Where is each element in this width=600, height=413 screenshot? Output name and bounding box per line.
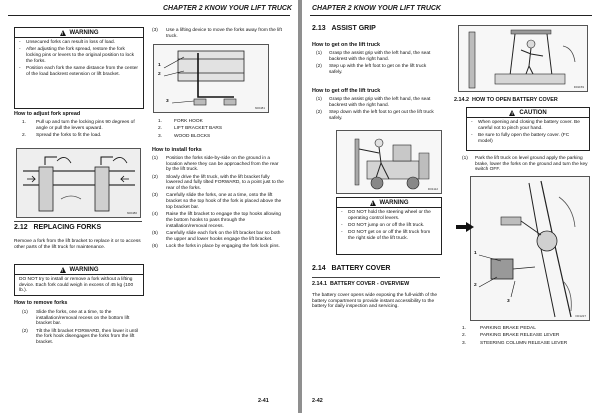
step-number: (1): [316, 97, 322, 102]
open-cover-step-1: [462, 156, 590, 175]
figure-id: D01227: [575, 314, 586, 318]
step-text: Lock the forks in place by engaging the fork lock pins.: [166, 243, 280, 249]
section-title: BATTERY COVER: [331, 265, 391, 272]
left-page: [0, 0, 298, 413]
page-number: 2-41: [258, 398, 269, 404]
get-off-heading: How to get off the lift truck: [312, 88, 381, 94]
assist-grip-drawing: [459, 26, 587, 91]
step-number: (1): [22, 310, 28, 315]
warning-triangle-icon: [370, 200, 376, 206]
warning-item: Position each fork the same distance from the center of the load backrest extension or lift bracket.: [26, 66, 138, 77]
step-text: Use a lifting device to move the forks away from the lift truck.: [166, 28, 282, 39]
warning-triangle-icon: [60, 267, 66, 273]
warning-triangle-icon: [60, 30, 66, 36]
header-rule: [310, 15, 592, 16]
section-2-14-1-title: [312, 281, 409, 287]
warning-title-bar: [337, 198, 441, 208]
step-text: Slide the forks, one at a time, to the installation/removal recess on the bottom lift bracket bar.: [36, 310, 130, 327]
step-text: Park the lift truck on level ground apply the parking brake, lower the forks on the ground and turn the key switch OFF.: [475, 156, 588, 173]
remove-steps: [22, 310, 140, 347]
remove-heading: How to remove forks: [14, 300, 68, 306]
parking-brake-drawing: [471, 177, 589, 320]
step-text: Pull up and turn the locking pins 90 degrees of angle or pull the levers upward.: [36, 120, 135, 131]
step-number: (5): [152, 230, 158, 236]
legend-text: STEERING COLUMN RELEASE LEVER: [480, 340, 568, 346]
step-number: (4): [152, 212, 158, 218]
fork-removal-drawing: [154, 45, 268, 112]
replacing-intro-text: Remove a fork from the lift bracket to replace it or to access other parts of the lift truck for maintenance.: [14, 239, 141, 250]
step-number: (6): [152, 243, 158, 249]
legend-number: 3.: [462, 340, 467, 346]
callout-3: 3: [507, 299, 510, 304]
legend-number: 2.: [462, 333, 467, 339]
section-rule: [312, 277, 440, 278]
caution-item: When opening and closing the battery cover. Be careful not to pinch your hand.: [478, 120, 580, 131]
step-number: 1.: [22, 120, 27, 125]
section-number: 2.12: [14, 224, 28, 231]
chapter-header: CHAPTER 2 KNOW YOUR LIFT TRUCK: [163, 5, 292, 12]
step-text: Carefully slide each fork on the lift bracket bar so both the upper and lower hooks engage the lift bracket.: [166, 230, 281, 242]
section-2-14-title: [312, 265, 390, 272]
warning-item: After adjusting the fork spread, restore the fork locking pins or levers to the original position to lock the forks.: [26, 47, 134, 64]
get-on-steps: [316, 51, 440, 77]
remove-step-3: [152, 28, 284, 41]
section-title: BATTERY COVER - OVERVIEW: [330, 281, 410, 287]
legend-number: 2.: [158, 126, 163, 132]
warning-box-mounting: ! WARNING - DO NOT hold the steering wheel or the operating control levers. - DO NOT jump on or off the lift truck. - DO NOT get on or off the lift truck from the right side of the lift truck.: [336, 197, 442, 255]
step-number: (2): [152, 174, 158, 180]
fork-parts-legend: [158, 119, 278, 141]
step-text: Raise the lift bracket to engage the top hooks allowing the bottom hooks to pass through the installation/removal recess.: [166, 212, 281, 229]
warning-box-fork-security: ! WARNING - Unsecured forks can result in loss of load. - After adjusting the fork spread, restore the fork locking pins or levers to the original position to lock the forks. - Position each fork the same distance from the center of the load backrest extension or lift bracket.: [14, 27, 144, 109]
step-number: (1): [316, 51, 322, 56]
legend-number: 3.: [158, 133, 163, 139]
install-heading: How to install forks: [152, 147, 202, 153]
step-text: Step up with the left foot to get on the lift truck safely.: [329, 64, 427, 75]
callout-3: 3: [166, 99, 169, 104]
step-number: (2): [22, 328, 28, 334]
parking-brake-illustration: [470, 176, 590, 321]
warning-title-bar: [15, 28, 143, 38]
step-text: Grasp the assist grip with the left hand, the seat backrest with the right hand.: [329, 97, 431, 108]
legend-number: 1.: [462, 326, 467, 331]
install-steps: [152, 156, 284, 251]
assist-grip-illustration: [458, 25, 588, 92]
warning-item: Unsecured forks can result in loss of load.: [26, 40, 116, 45]
legend-text: WOOD BLOCKS: [174, 133, 211, 139]
fork-lock-pin-illustration: [16, 148, 141, 218]
battery-cover-overview-text: The battery cover opens wide exposing the full-width of the battery compartment to provide instant accessibility to the battery for daily inspection and servicing.: [312, 293, 438, 310]
section-title: HOW TO OPEN BATTERY COVER: [472, 97, 558, 103]
warning-text: DO NOT try to install or remove a fork without a lifting device. Each fork could weigh in excess of 45 kg (100 lb.).: [19, 277, 134, 294]
header-rule: [8, 15, 290, 16]
adjust-steps: [22, 120, 140, 140]
get-off-illustration: [336, 130, 442, 194]
section-number: 2.14.2: [454, 97, 469, 103]
warning-title-bar: [15, 265, 143, 275]
step-number: (1): [152, 156, 158, 161]
step-text: Tilt the lift bracket FORWARD, then lower it until the fork hook disengages the forks from the lift bracket.: [36, 328, 138, 346]
caution-triangle-icon: [509, 110, 515, 116]
step-number: 2.: [22, 133, 27, 138]
section-number: 2.14: [312, 265, 326, 272]
warning-title: WARNING: [69, 266, 99, 273]
page-number: 2-42: [312, 398, 323, 404]
callout-1: 1: [158, 63, 161, 68]
legend-text: FORK HOOK: [174, 119, 203, 124]
step-text: Position the forks side-by-side on the ground in a location where they can be approached from the rear by the lift truck.: [166, 156, 279, 173]
step-number: (3): [152, 193, 158, 199]
warning-item: DO NOT jump on or off the lift truck.: [348, 223, 425, 228]
caution-title-bar: [467, 108, 589, 118]
step-number: (1): [462, 156, 468, 161]
step-text: Spread the forks to fit the load.: [36, 133, 102, 138]
legend-text: PARKING BRAKE PEDAL: [480, 326, 536, 331]
right-page: [302, 0, 600, 413]
chapter-header: CHAPTER 2 KNOW YOUR LIFT TRUCK: [312, 5, 441, 12]
section-number: 2.14.1: [312, 281, 327, 287]
right-arrow-icon: [456, 222, 474, 232]
warning-title: WARNING: [69, 29, 99, 36]
step-number: (2): [316, 110, 322, 115]
figure-id: D01159: [573, 85, 584, 89]
step-number: (3): [152, 28, 158, 33]
section-title: ASSIST GRIP: [331, 25, 376, 32]
step-number: (2): [316, 64, 322, 69]
figure-id: D01112: [427, 187, 438, 191]
figure-id: 600481: [254, 106, 265, 110]
section-title: REPLACING FORKS: [33, 224, 102, 231]
fork-lock-pin-drawing: [17, 149, 140, 217]
step-text: Slowly drive the lift truck, with the lift bracket fully lowered and fully tilted FORWARD, to a point just to the rear of the forks.: [166, 174, 284, 192]
fork-removal-illustration: [153, 44, 269, 113]
get-off-drawing: [337, 131, 441, 193]
figure-id: 600480: [126, 211, 137, 215]
warning-item: DO NOT hold the steering wheel or the operating control levers.: [348, 210, 431, 221]
warning-title: WARNING: [379, 199, 409, 206]
caution-item: Be sure to fully open the battery cover. (FC model): [478, 133, 570, 144]
section-2-14-2-title: [454, 97, 558, 103]
step-text: Carefully slide the forks, one at a time, onto the lift bracket so the top hook of the fork is placed above the top bracket bar.: [166, 193, 282, 210]
section-number: 2.13: [312, 25, 326, 32]
caution-box-battery-cover: ! CAUTION - When opening and closing the battery cover. Be careful not to pinch your hand. - Be sure to fully open the battery cover. (FC model): [466, 107, 590, 151]
warning-box-fork-weight: [14, 264, 144, 296]
adjust-heading: How to adjust fork spread: [14, 111, 81, 117]
legend-number: 1.: [158, 119, 163, 124]
step-text: Grasp the assist grip with the left hand, the seat backrest with the right hand.: [329, 51, 431, 62]
legend-text: PARKING BRAKE RELEASE LEVER: [480, 333, 560, 339]
callout-2: 2: [158, 72, 161, 77]
section-rule: [14, 221, 142, 222]
parking-brake-legend: [462, 326, 590, 348]
legend-text: LIFT BRACKET BARS: [174, 126, 223, 132]
callout-1: 1: [474, 251, 477, 256]
section-2-13-title: [312, 25, 376, 32]
get-on-heading: How to get on the lift truck: [312, 42, 380, 48]
callout-2: 2: [474, 283, 477, 288]
caution-title: CAUTION: [519, 109, 547, 116]
get-off-steps: [316, 97, 440, 123]
warning-item: DO NOT get on or off the lift truck from the right side of the lift truck.: [348, 230, 431, 241]
step-text: Step down with the left foot to get out the lift truck safely.: [329, 110, 434, 121]
section-2-12-title: [14, 224, 101, 231]
